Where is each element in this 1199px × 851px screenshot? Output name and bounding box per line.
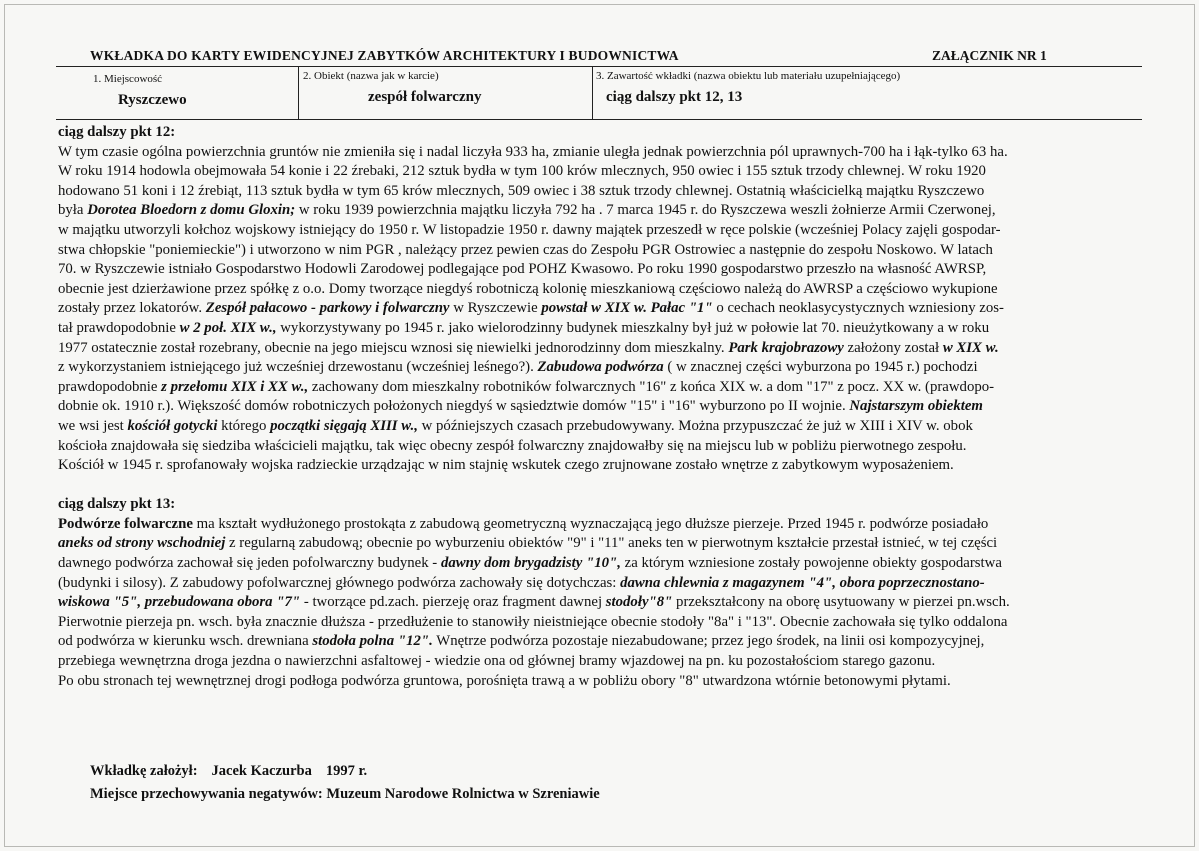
field-value-contents: ciąg dalszy pkt 12, 13	[606, 89, 743, 105]
text-segment: Najstarszym obiektem	[849, 398, 983, 415]
text-segment: ( w znacznej części wyburzona po 1945 r.) pochodzi	[663, 359, 978, 376]
text-segment: hodowano 51 koni i 12 źrebiąt, 113 sztuk bydła w tym 65 krów mlecznych, 509 owiec i 38 sztuk trzody chlewnej. Ostatnią właścicielką majątku Ryszczewo	[58, 182, 985, 199]
text-line	[58, 613, 1143, 633]
text-segment: kościół gotycki	[127, 417, 218, 434]
text-line	[58, 632, 1143, 652]
text-segment: prawdopodobnie	[58, 378, 162, 395]
storage-label: Miejsce przechowywania negatywów:	[90, 786, 323, 802]
text-segment: W roku 1914 hodowla obejmowała 54 konie i 22 źrebaki, 212 sztuk bydła w tym 100 krów mlecznych, 950 owiec i 155 sztuk trzody chlewnej. W roku 1920	[58, 163, 986, 180]
text-segment: powstał w XIX w. Pałac "1"	[541, 300, 713, 317]
text-line	[58, 593, 1143, 613]
text-line	[58, 358, 1143, 378]
text-line	[58, 672, 1143, 692]
text-segment: w Ryszczewie	[449, 300, 542, 317]
text-segment: Pierwotnie pierzeja pn. wsch. była znacznie dłuższa - przedłużenie to stanowiły nieistniejące obecnie stodoły "8a" i "13". Obecnie zachowała się tylko oddalona	[58, 613, 1008, 630]
text-segment: w roku 1939 powierzchnia majątku liczyła 792 ha . 7 marca 1945 r. do Ryszczewa weszli żołnierze Armii Czerwonej,	[295, 202, 996, 219]
text-segment: stodoła polna "12".	[312, 633, 433, 650]
text-line	[58, 221, 1143, 241]
text-segment: z regularną zabudową; obecnie po wyburzeniu obiektów "9" i "11" aneks ten w pierwotnym kształcie przestał istnieć, w tej części	[225, 535, 998, 552]
text-line	[58, 437, 1143, 457]
text-segment: początki sięgają XIII w.,	[270, 417, 418, 434]
founder-year: 1997 r.	[325, 763, 368, 779]
text-line	[58, 280, 1143, 300]
text-line	[58, 574, 1143, 594]
text-segment: w późniejszych czasach przebudowywany. Można przypuszczać że już w XIII i XIV w. obok	[417, 417, 973, 434]
text-line	[58, 201, 1143, 221]
form-title: WKŁADKA DO KARTY EWIDENCYJNEJ ZABYTKÓW ARCHITEKTURY I BUDOWNICTWA	[90, 48, 679, 63]
text-segment: przekształcony na oborę usytuowany w pierzei pn.wsch.	[672, 594, 1010, 611]
text-segment: którego	[217, 417, 271, 434]
section-13-text	[58, 515, 1143, 691]
negatives-storage-line	[90, 786, 600, 803]
text-line	[58, 652, 1143, 672]
text-segment: aneks od strony wschodniej	[58, 535, 226, 552]
text-segment: z przełomu XIX i XX w.,	[161, 378, 309, 395]
text-segment: Park krajobrazowy	[728, 339, 844, 356]
attachment-number: ZAŁĄCZNIK NR 1	[932, 48, 1047, 63]
text-line	[58, 260, 1143, 280]
text-segment: założony został	[843, 339, 943, 356]
text-segment: ma kształt wydłużonego prostokąta z zabudową geometryczną wyznaczającą jego dłuższe pierzeje. Przed 1945 r. podwórze posiadało	[192, 515, 989, 532]
text-line	[58, 417, 1143, 437]
text-segment: obecnie jest dzierżawione przez spółkę z o.o. Domy tworzące niegdyś robotniczą kolonię mieszkaniową częściowo należą do AWRSP a częściowo wykupione	[58, 280, 998, 297]
header-rule-top	[56, 66, 1142, 67]
text-segment: zostały przez lokatorów.	[58, 300, 206, 317]
text-line	[58, 554, 1143, 574]
text-segment: od podwórza w kierunku wsch. drewniana	[58, 633, 313, 650]
section-12-heading: ciąg dalszy pkt 12:	[58, 124, 176, 140]
text-segment: tał prawdopodobnie	[58, 319, 180, 336]
section-12-text	[58, 143, 1143, 476]
text-segment: zachowany dom mieszkalny robotników folwarcznych "16" z końca XIX w. a dom "17" z pocz. XX w. (prawdopo-	[308, 378, 995, 395]
field-value-location: Ryszczewo	[118, 92, 187, 108]
text-segment: wiskowa "5", przebudowana obora "7"	[58, 594, 301, 611]
text-segment: za którym wzniesione zostały powojenne obiekty gospodarstwa	[620, 555, 1002, 572]
text-line	[58, 397, 1143, 417]
text-line	[58, 534, 1143, 554]
text-segment: 70. w Ryszczewie istniało Gospodarstwo Hodowli Zarodowej podlegające pod POHZ Kwasowo. Po roku 1990 gospodarstwo przeszło na własność AWRSP,	[58, 261, 987, 278]
field-divider	[298, 67, 299, 119]
text-segment: była	[58, 202, 88, 219]
storage-value: Muzeum Narodowe Rolnictwa w Szreniawie	[326, 786, 600, 802]
text-segment: w majątku utworzyli kołchoz wojskowy istniejący do 1950 r. W listopadzie 1950 r. dawny majątek przeszedł w ręce polskie (wcześniej Polacy zajęli gospodar-	[58, 221, 1001, 238]
text-line	[58, 143, 1143, 163]
text-line	[58, 162, 1143, 182]
text-segment: dawnego podwórza zachował się jeden pofolwarczny budynek -	[58, 555, 441, 572]
text-line	[58, 515, 1143, 535]
text-segment: dawna chlewnia z magazynem "4", obora poprzecznostano-	[620, 574, 985, 591]
text-segment: z wykorzystaniem istniejącego już wcześniej drzewostanu (wcześniej leśnego?).	[58, 359, 538, 376]
text-segment: (budynki i silosy). Z zabudowy pofolwarcznej głównego podwórza zachowały się dotychczas:	[58, 574, 621, 591]
founder-label: Wkładkę założył:	[90, 763, 198, 779]
text-segment: dawny dom brygadzisty "10",	[440, 555, 621, 572]
text-line	[58, 299, 1143, 319]
text-line	[58, 241, 1143, 261]
text-segment: Wnętrze podwórza pozostaje niezabudowane; przez jego środek, na linii osi kompozycyjnej,	[432, 633, 985, 650]
text-segment: stwa chłopskie "poniemieckie") i utworzono w nim PGR , należący przez pewien czas do Zespołu PGR Ostrowiec a następnie do zespołu Noskowo. W latach	[58, 241, 993, 258]
text-segment: w 2 poł. XIX w.,	[179, 319, 277, 336]
text-segment: Po obu stronach tej wewnętrznej drogi podłoga podwórza gruntowa, porośnięta trawą a w pobliżu obory "8" utwardzona wtórnie betonowymi płytami.	[58, 672, 951, 689]
text-segment: przebiega wewnętrzna droga jezdna o nawierzchni asfaltowej - wiedzie ona od głównej bramy wjazdowej na pn. ku pozostałościom starego gazonu.	[58, 653, 936, 670]
field-label-location: 1. Miejscowość	[93, 73, 163, 85]
text-line	[58, 339, 1143, 359]
text-line	[58, 182, 1143, 202]
text-segment: Kościół w 1945 r. sprofanowały wojska radzieckie urządzając w nim stajnię wskutek czego zrujnowane zostało wnętrze z zabytkowym wyposażeniem.	[58, 457, 954, 474]
text-segment: wykorzystywany po 1945 r. jako wielorodzinny budynek mieszkalny był już w połowie lat 70. nieużytkowany a w roku	[276, 319, 990, 336]
text-segment: kościoła znajdowała się siedziba właścicieli majątku, tak więc obecny zespół folwarczny znajdowałby się na miejscu lub w pobliżu pierwotnego zespołu.	[58, 437, 967, 454]
text-line	[58, 456, 1143, 476]
text-segment: o cechach neoklasycystycznych wzniesiony zos-	[712, 300, 1004, 317]
header-rule-bottom	[56, 119, 1142, 120]
document-body	[58, 123, 1143, 691]
founder-line	[90, 763, 367, 780]
text-line	[58, 378, 1143, 398]
field-value-object: zespół folwarczny	[368, 89, 482, 105]
text-segment: dobnie ok. 1910 r.). Większość domów robotniczych położonych niegdyś w sąsiedztwie domów "15" i "16" wyburzono po II wojnie.	[58, 398, 850, 415]
text-segment: W tym czasie ogólna powierzchnia gruntów nie zmieniła się i nadal liczyła 933 ha, zmianie uległa jednak powierzchnia pól uprawnych-700 ha i łąk-tylko 63 ha.	[58, 143, 1008, 160]
text-segment: Dorotea Bloedorn z domu Gloxin;	[87, 202, 296, 219]
text-segment: Podwórze folwarczne	[58, 515, 193, 532]
text-segment: w XIX w.	[942, 339, 999, 356]
field-divider	[592, 67, 593, 119]
field-label-object: 2. Obiekt (nazwa jak w karcie)	[303, 70, 439, 82]
field-label-contents: 3. Zawartość wkładki (nazwa obiektu lub materiału uzupełniającego)	[596, 70, 901, 82]
text-line	[58, 319, 1143, 339]
text-segment: 1977 ostatecznie został rozebrany, obecnie na jego miejscu wznosi się niewielki jednorodzinny dom mieszkalny.	[58, 339, 729, 356]
text-segment: stodoły"8"	[605, 594, 673, 611]
founder-name: Jacek Kaczurba	[211, 763, 312, 779]
text-segment: Zespół pałacowo - parkowy i folwarczny	[205, 300, 450, 317]
section-13-heading: ciąg dalszy pkt 13:	[58, 496, 176, 513]
text-segment: Zabudowa podwórza	[537, 359, 664, 376]
text-segment: we wsi jest	[58, 417, 128, 434]
text-segment: - tworzące pd.zach. pierzeję oraz fragment dawnej	[300, 594, 606, 611]
